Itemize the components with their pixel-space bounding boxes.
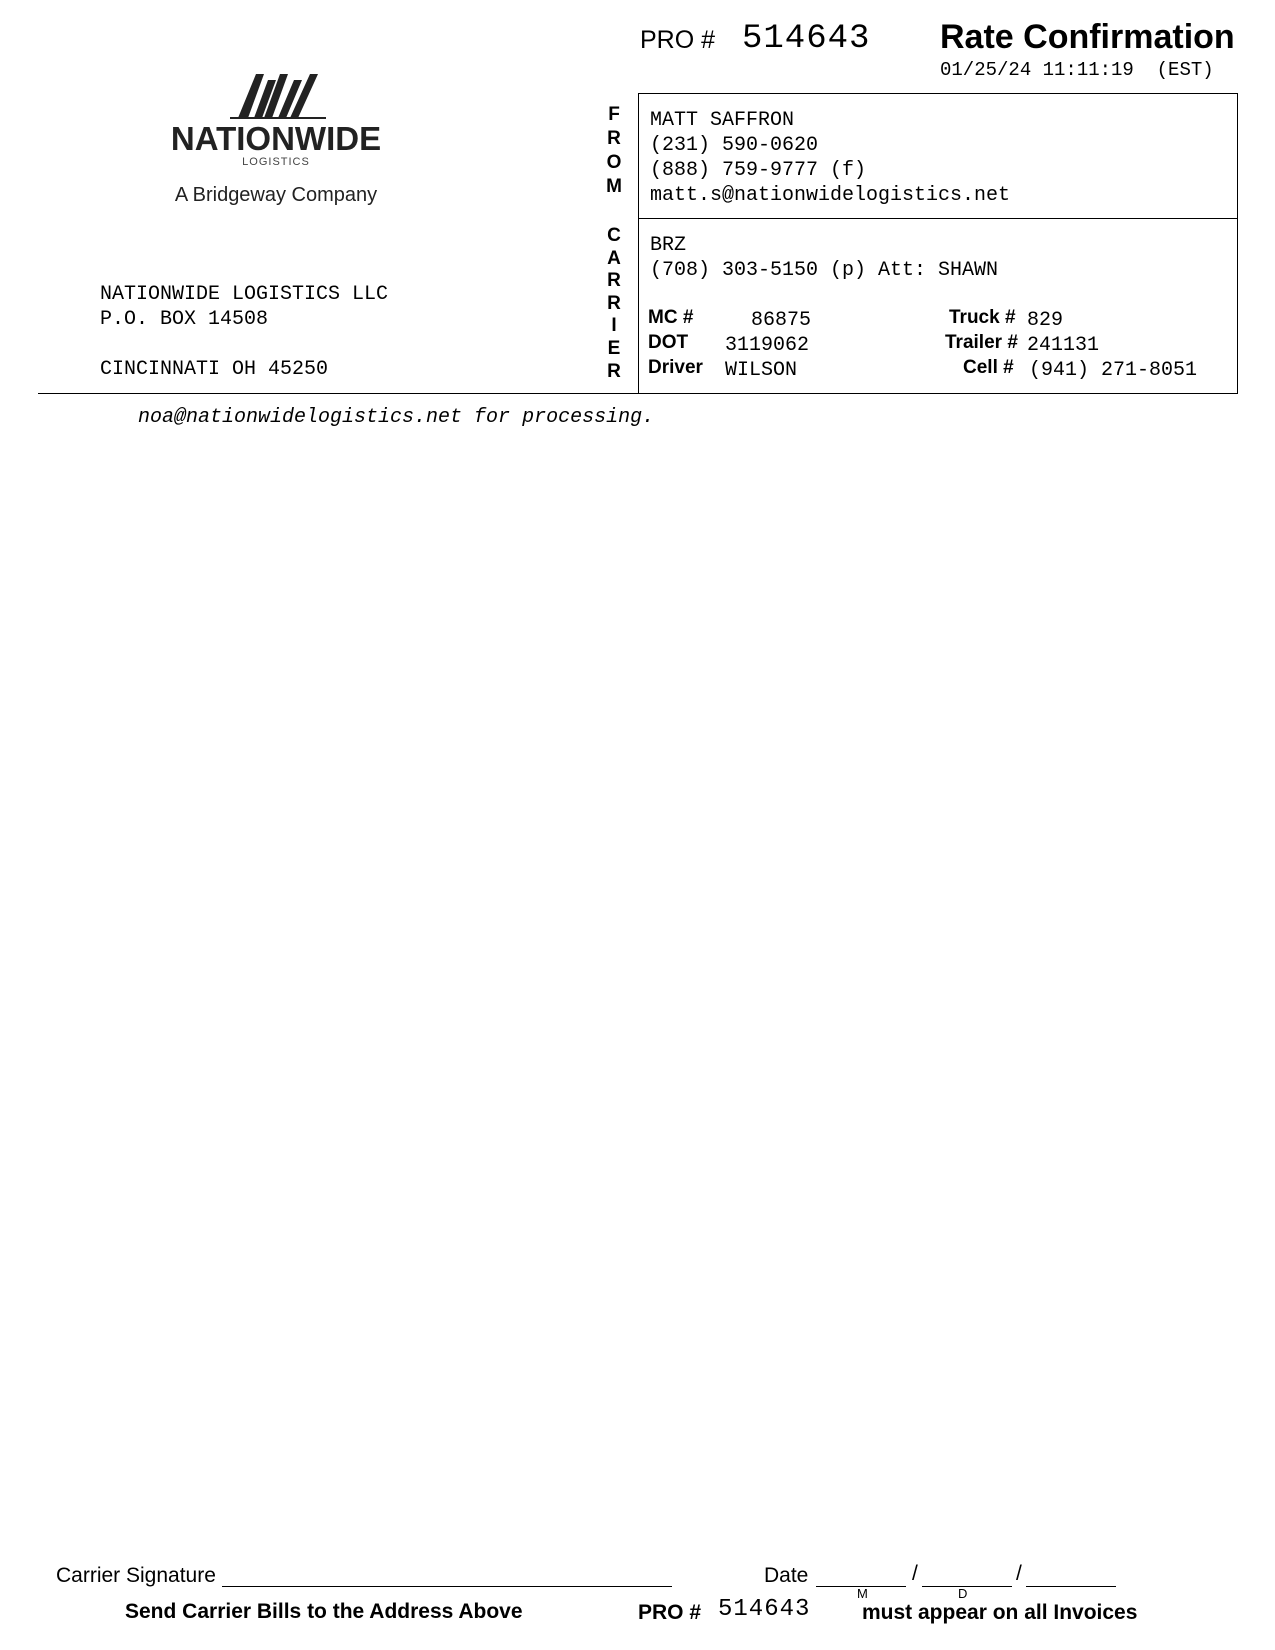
mc-label: MC #	[648, 307, 694, 328]
w-mark-icon	[230, 74, 326, 119]
logo-subword: LOGISTICS	[242, 156, 310, 168]
vertical-label-carrier	[604, 225, 624, 383]
footer-pro-number: 514643	[718, 1596, 811, 1623]
company-name: NATIONWIDE LOGISTICS LLC	[100, 283, 389, 306]
document-timestamp: 01/25/24 11:11:19 (EST)	[940, 59, 1214, 81]
carrier-box	[638, 218, 1238, 394]
trailer-label: Trailer #	[945, 332, 1018, 353]
header-divider	[38, 393, 1238, 394]
pro-label: PRO #	[640, 26, 716, 54]
send-bills-note: Send Carrier Bills to the Address Above	[125, 1600, 523, 1623]
processing-notice: noa@nationwidelogistics.net for processing.	[138, 406, 655, 429]
vertical-letter: I	[611, 315, 617, 337]
vertical-letter: F	[608, 104, 620, 125]
company-city: CINCINNATI OH 45250	[100, 358, 329, 381]
truck-label: Truck #	[949, 307, 1016, 328]
pro-number: 514643	[742, 20, 871, 58]
vertical-letter: R	[607, 270, 621, 292]
driver-value: WILSON	[725, 359, 798, 382]
vertical-letter: E	[607, 337, 621, 359]
date-day-sublabel: D	[958, 1586, 968, 1601]
from-email: matt.s@nationwidelogistics.net	[650, 184, 1011, 207]
date-month-sublabel: M	[857, 1586, 868, 1601]
must-appear-note: must appear on all Invoices	[862, 1601, 1138, 1624]
vertical-letter: R	[607, 292, 621, 314]
from-phone: (231) 590-0620	[650, 134, 819, 157]
carrier-signature-line[interactable]	[222, 1586, 672, 1587]
logo-wordmark: NATIONWIDE	[170, 120, 382, 157]
vertical-letter: O	[606, 152, 622, 173]
vertical-letter: C	[607, 225, 621, 246]
vertical-letter: R	[607, 128, 621, 149]
date-year-line[interactable]	[1026, 1586, 1116, 1587]
date-label: Date	[764, 1564, 809, 1587]
date-slash: /	[1016, 1562, 1022, 1585]
carrier-phone: (708) 303-5150 (p) Att: SHAWN	[650, 259, 999, 282]
dot-label: DOT	[648, 332, 689, 353]
driver-label: Driver	[648, 357, 703, 378]
vertical-letter: M	[606, 176, 622, 197]
logo-tagline: A Bridgeway Company	[174, 184, 378, 206]
from-name: MATT SAFFRON	[650, 109, 795, 132]
vertical-letter: R	[607, 360, 621, 382]
footer-pro-label: PRO #	[638, 1601, 702, 1624]
cell-value: (941) 271-8051	[1029, 359, 1198, 382]
cell-label: Cell #	[963, 357, 1014, 378]
carrier-signature-label: Carrier Signature	[56, 1564, 216, 1587]
nationwide-logo	[160, 70, 400, 210]
from-box	[638, 93, 1238, 218]
from-fax: (888) 759-9777 (f)	[650, 159, 867, 182]
company-po-box: P.O. BOX 14508	[100, 308, 269, 331]
carrier-name: BRZ	[650, 234, 687, 257]
date-slash: /	[912, 1562, 918, 1585]
vertical-letter: A	[607, 247, 621, 269]
truck-value: 829	[1027, 309, 1064, 332]
vertical-label-from	[604, 103, 624, 199]
document-title: Rate Confirmation	[940, 18, 1235, 56]
trailer-value: 241131	[1027, 334, 1100, 357]
nationwide-logo-graphic	[160, 70, 400, 210]
mc-value: 86875	[751, 309, 812, 332]
dot-value: 3119062	[725, 334, 810, 357]
